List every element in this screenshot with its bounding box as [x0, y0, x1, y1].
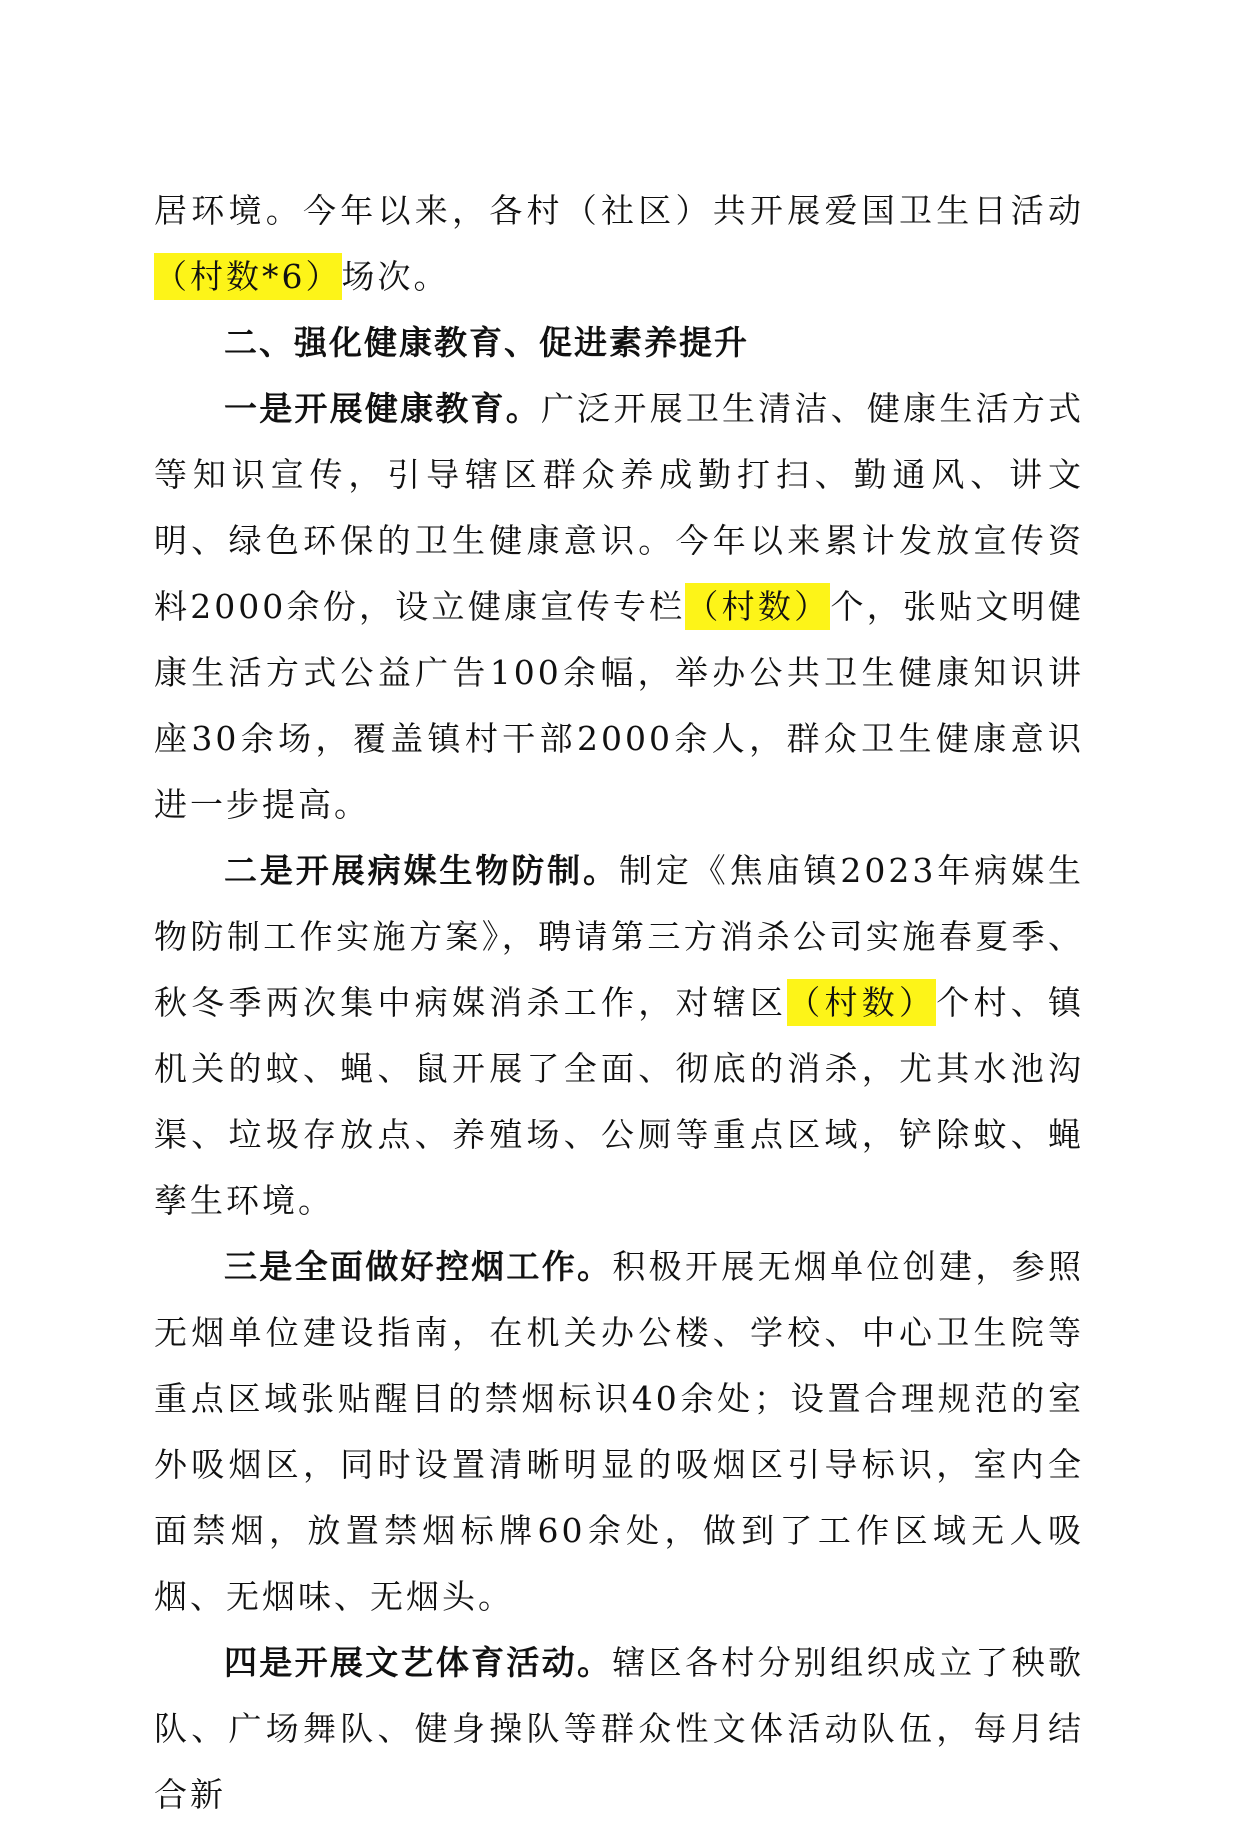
- paragraph-lead: 三是全面做好控烟工作。: [224, 1247, 613, 1286]
- paragraph-text: 积极开展无烟单位创建，参照无烟单位建设指南，在机关办公楼、学校、中心卫生院等重点区域张贴醒目的禁烟标识40余处；设置合理规范的室外吸烟区，同时设置清晰明显的吸烟区引导标识，室内全面禁烟，放置禁烟标牌60余处，做到了工作区域无人吸烟、无烟味、无烟头。: [154, 1247, 1085, 1616]
- highlighted-placeholder: （村数）: [685, 583, 830, 630]
- paragraph-vector-control: [154, 838, 1084, 1234]
- paragraph-text: 场次。: [341, 257, 450, 296]
- section-heading: 二、强化健康教育、促进素养提升: [224, 323, 749, 362]
- paragraph-health-education: [154, 376, 1084, 838]
- paragraph-text: 广泛开展卫生清洁、健康生活方式等知识宣传，引导辖区群众养成勤打扫、勤通风、讲文明、绿色环保的卫生健康意识。今年以来累计发放宣传资料2000余份，设立健康宣传专栏: [154, 389, 1085, 626]
- document-body: [154, 178, 1084, 1828]
- paragraph-lead: 二是开展病媒生物防制。: [224, 851, 619, 890]
- paragraph-text: 居环境。今年以来，各村（社区）共开展爱国卫生日活动: [154, 191, 1084, 230]
- paragraph-text: 个村、镇机关的蚊、蝇、鼠开展了全面、彻底的消杀，尤其水池沟渠、垃圾存放点、养殖场、公厕等重点区域，铲除蚊、蝇孳生环境。: [154, 983, 1084, 1220]
- paragraph-text: 制定《焦庙镇2023年病媒生物防制工作实施方案》，聘请第三方消杀公司实施春夏季、秋冬季两次集中病媒消杀工作，对辖区: [154, 851, 1085, 1022]
- paragraph-lead: 一是开展健康教育。: [224, 389, 541, 428]
- paragraph-lead: 四是开展文艺体育活动。: [224, 1643, 613, 1682]
- paragraph-continuation: [154, 178, 1084, 310]
- paragraph-cultural-sports: [154, 1630, 1084, 1828]
- paragraph-text: 个，张贴文明健康生活方式公益广告100余幅，举办公共卫生健康知识讲座30余场，覆盖镇村干部2000余人，群众卫生健康意识进一步提高。: [154, 587, 1085, 824]
- highlighted-placeholder: （村数*6）: [154, 253, 342, 300]
- paragraph-text: 辖区各村分别组织成立了秧歌队、广场舞队、健身操队等群众性文体活动队伍，每月结合新: [154, 1643, 1085, 1814]
- highlighted-placeholder: （村数）: [787, 979, 936, 1026]
- paragraph-tobacco-control: [154, 1234, 1084, 1630]
